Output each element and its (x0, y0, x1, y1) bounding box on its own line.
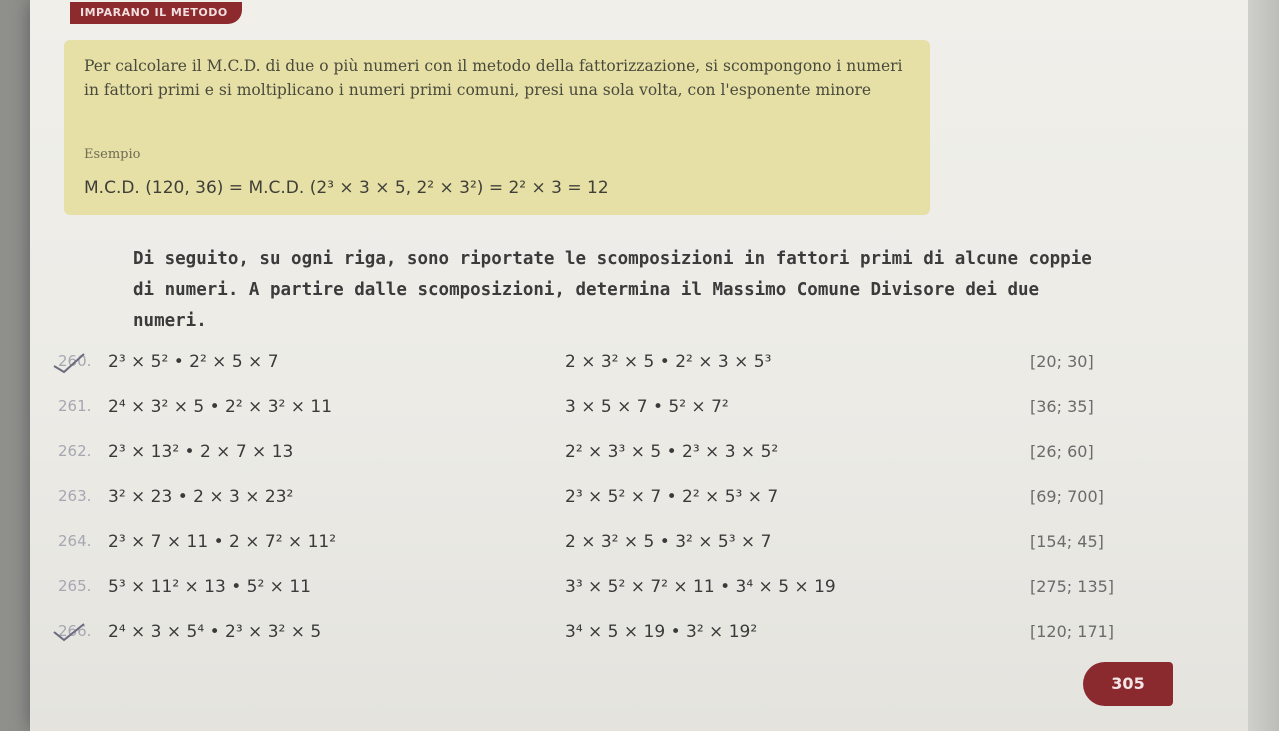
exercise-number: 265. (58, 577, 92, 595)
exercise-answer: [36; 35] (1030, 397, 1094, 416)
exercise-number: 266. (58, 622, 92, 640)
exercise-row (30, 622, 1248, 652)
exercise-left-pair: 2³ × 7 × 11 • 2 × 7² × 11² (108, 532, 337, 552)
exercise-row (30, 532, 1248, 562)
example-formula: M.C.D. (120, 36) = M.C.D. (2³ × 3 × 5, 2² × 3²) = 2² × 3 = 12 (84, 178, 609, 198)
exercise-left-pair: 2³ × 5² • 2² × 5 × 7 (108, 352, 279, 372)
exercise-row (30, 577, 1248, 607)
exercise-right-pair: 3⁴ × 5 × 19 • 3² × 19² (565, 622, 758, 642)
pencil-tick-icon (52, 622, 86, 644)
exercise-number: 261. (58, 397, 92, 415)
exercise-number: 260. (58, 352, 92, 370)
exercise-answer: [20; 30] (1030, 352, 1094, 371)
page-number-badge: 305 (1083, 662, 1173, 706)
exercise-answer: [275; 135] (1030, 577, 1115, 596)
textbook-page (30, 0, 1248, 731)
exercise-right-pair: 3³ × 5² × 7² × 11 • 3⁴ × 5 × 19 (565, 577, 836, 597)
exercise-left-pair: 3² × 23 • 2 × 3 × 23² (108, 487, 294, 507)
exercise-answer: [69; 700] (1030, 487, 1104, 506)
exercise-right-pair: 2 × 3² × 5 • 2² × 3 × 5³ (565, 352, 772, 372)
exercise-instructions: Di seguito, su ogni riga, sono riportate le scomposizioni in fattori primi di alcune coppie di numeri. A partire dalle scomposizioni, determina il Massimo Comune Divisore dei due numeri. (133, 249, 1092, 331)
exercise-answer: [120; 171] (1030, 622, 1115, 641)
exercise-right-pair: 3 × 5 × 7 • 5² × 7² (565, 397, 729, 417)
book-edge (1248, 0, 1279, 731)
exercise-number: 263. (58, 487, 92, 505)
exercise-left-pair: 5³ × 11² × 13 • 5² × 11 (108, 577, 311, 597)
exercise-right-pair: 2² × 3³ × 5 • 2³ × 3 × 5² (565, 442, 779, 462)
exercise-number: 262. (58, 442, 92, 460)
exercise-left-pair: 2⁴ × 3² × 5 • 2² × 3² × 11 (108, 397, 333, 417)
exercise-right-pair: 2 × 3² × 5 • 3² × 5³ × 7 (565, 532, 772, 552)
exercise-answer: [26; 60] (1030, 442, 1094, 461)
exercise-row (30, 442, 1248, 472)
exercise-left-pair: 2⁴ × 3 × 5⁴ • 2³ × 3² × 5 (108, 622, 322, 642)
exercise-number: 264. (58, 532, 92, 550)
rule-box (64, 40, 930, 215)
exercise-answer: [154; 45] (1030, 532, 1104, 551)
exercise-row (30, 487, 1248, 517)
exercise-left-pair: 2³ × 13² • 2 × 7 × 13 (108, 442, 294, 462)
exercise-row (30, 352, 1248, 382)
exercise-row (30, 397, 1248, 427)
rule-text: Per calcolare il M.C.D. di due o più numeri con il metodo della fattorizzazione, si scompongono i numeri in fattori primi e si moltiplicano i numeri primi comuni, presi una sola volta, con l'esponente minore (84, 57, 903, 99)
section-tab: IMPARANO IL METODO (70, 2, 242, 24)
exercise-right-pair: 2³ × 5² × 7 • 2² × 5³ × 7 (565, 487, 779, 507)
example-label: Esempio (84, 147, 141, 162)
pencil-tick-icon (52, 352, 86, 374)
